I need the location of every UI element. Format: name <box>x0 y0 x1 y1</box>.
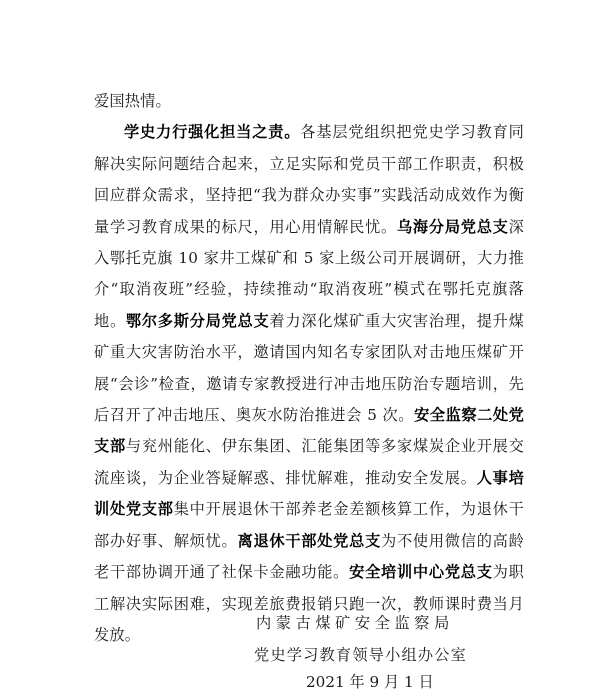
paragraph-heading: 学史力行强化担当之责。 <box>124 123 301 142</box>
unit-name-wuhai: 乌海分局党总支 <box>396 217 509 236</box>
unit-name-safety-training-center: 安全培训中心党总支 <box>349 563 493 582</box>
unit-text-personnel-training: 集中开展退休干部养老金差额核算工作，为退休干部办好事、解烦忧。 <box>94 500 524 550</box>
unit-text-wuhai: 深入鄂托克旗 10 家井工煤矿和 5 家上级公司开展调研，大力推介“取消夜班”经验，持续推动“取消夜班”模式在鄂托克旗落地。 <box>94 217 524 330</box>
unit-text-safety-training-center: 为职工解决实际困难，实现差旅费报销只跑一次，教师课时费当月发放。 <box>94 563 524 644</box>
unit-name-personnel-training: 人事培训处党支部 <box>94 468 524 519</box>
signature-date: 2021 年 9 月 1 日 <box>306 673 434 691</box>
unit-name-ordos: 鄂尔多斯分局党总支 <box>125 311 270 330</box>
lead-line: 爱国热情。 <box>94 92 171 110</box>
paragraph-intro: 各基层党组织把党史学习教育同解决实际问题结合起来，立足实际和党员干部工作职责，积极回应群众需求，坚持把“我为群众办实事”实践活动成效作为衡量学习教育成果的标尺，用心用情解民忧。 <box>94 123 524 236</box>
signature-organization: 内蒙古煤矿安全监察局 <box>256 614 454 632</box>
document-body <box>94 86 524 651</box>
paragraph-responsibility <box>94 117 524 651</box>
unit-text-retired-cadres: 为不使用微信的高龄老干部协调开通了社保卡金融功能。 <box>94 531 524 582</box>
unit-name-safety-inspection-2: 安全监察二处党支部 <box>94 406 524 456</box>
signature-office: 党史学习教育领导小组办公室 <box>254 646 468 664</box>
unit-text-ordos: 着力深化煤矿重大灾害治理，提升煤矿重大灾害防治水平，邀请国内知名专家团队对击地压煤矿开展“会诊”检查，邀请专家教授进行冲击地压防治专题培训，先后召开了冲击地压、奥灰水防治推进会 5 次。 <box>94 311 524 425</box>
unit-text-safety-inspection-2: 与兖州能化、伊东集团、汇能集团等多家煤炭企业开展交流座谈，为企业答疑解惑、排忧解难，推动安全发展。 <box>94 437 525 487</box>
unit-name-retired-cadres: 离退休干部处党总支 <box>237 531 382 550</box>
